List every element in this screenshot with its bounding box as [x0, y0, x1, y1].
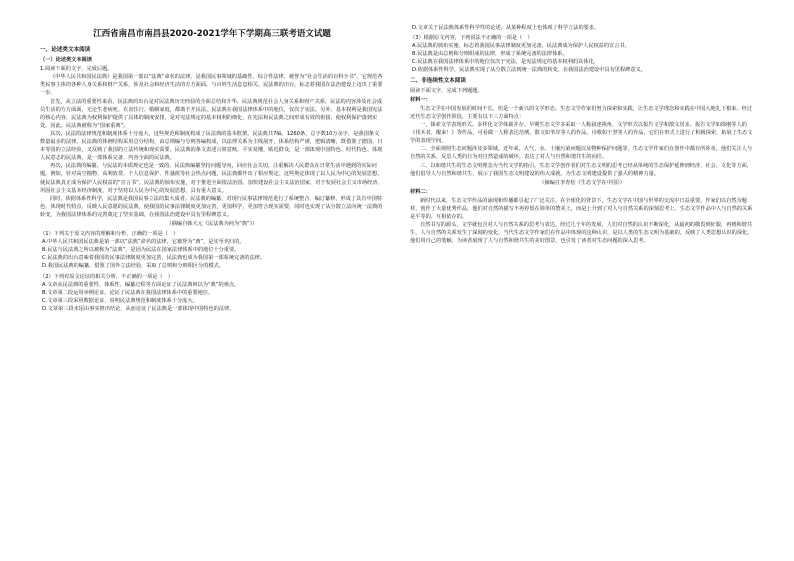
option-a: A.文章从民法典的重要性、体系性、编纂过程等方面论证了民法典何以为“典”的观点。	[42, 281, 240, 288]
right-column	[410, 24, 754, 541]
option-c: C.民法典的出台意味着我国的民事法律制度更加完善，民法典也成为我国第一部系统完备的法律。	[42, 255, 266, 262]
option-d: D.文章第三段末尾由事实推出结论，从而论证了民法典是一部体现中国特色的法律。	[42, 305, 235, 312]
section-heading-1: 一、论述类文本阅读	[40, 47, 91, 53]
option-c: C.民法典在我国法律体系中的地位仅次于宪法，是宪法规定的基本权利的具体化。	[412, 59, 599, 66]
paragraph: 新时代以来，生态文学作品的涌现和传播都引起了广泛关注。在全球化的背景下，生态文学在中国与世界的交流中日益重要。作家们以自然为题材，创作了大量优秀作品，他们对自然的描写不再停留在简单的赞美上，而是上升到了对人与自然关系的深刻思考上。生态文学作品中人与自然的关系是平等的，互相依存的。	[410, 197, 753, 221]
page-title: 江西省南昌市南昌县2020-2021学年下学期高三联考语文试题	[93, 29, 331, 39]
option-a: A.中华人民共和国民法典是第一部以“法典”命名的法律，它被誉为“典”，是实至名归的。	[42, 239, 245, 246]
option-d: D.我国民法典的编纂，借鉴了国外立法经验，采取了总则和分则相区分的模式。	[42, 263, 225, 270]
paragraph: 《中华人民共和国民法典》是我国第一部以“法典”命名的法律，是我国民事领域的基础性、综合性法律，被誉为“社会生活的百科全书”。它规范各类民事主体的各种人身关系和财产关系，涉及社会和经济生活的方方面面，与百姓生活息息相关。民法典的出台，标志着我国在法治建设上迈出了重要一步。	[40, 74, 383, 97]
paragraph: 同时，依据体系性科学，民法典是我国民事立法的集大成者。民法典的编纂，对现行民事法律规范进行了系统整合、编订纂修，形成了具有中国特色、体现时代特点、反映人民意愿的民法典，使我国的民事法律制度更加完善，更加科学，更加符合现实需要，同时也实现了从分散立法向统一法典的转变，为我国法律体系的完善奠定了坚实基础，在我国法治建设中具有里程碑意义。	[40, 195, 383, 218]
subsection-heading: （一）论述类文本阅读	[40, 57, 92, 64]
option-b: B.民法典是由总则和分则组成的法律，形成了系统完备的法律体系。	[412, 51, 568, 58]
paragraph: 自然书写的源头，文学就包含对人与自然关系的思考与表达。经过几千年的发展，人们对自然的认识不断深化，从最初的敬畏到征服，再到和谐共生，人与自然的关系发生了深刻的变化。当代生态文学作家们在作品中体现的这种认识，是以人类的生态文明为基础的，反映了人类思想认识的深化。他们用自己的笔触，为读者展现了人与自然和谐共生的美好图景，也引发了读者对生态问题的深入思考。	[410, 222, 753, 245]
paragraph: 一、探索文学表现形式。多样化文学体裁并存。早期生态文学多采取一人称叙述视角，文学形式以报告文学和散文居多。报告文学如徐刚等人的《伐木者，醒来！》等作品，可看做一人称表达范例。散文如苇岸等人的作品，诗歌如于坚等人的作品，它们在形式上进行了积极探索，拓展了生态文学的表现空间。	[410, 122, 753, 145]
paragraph: 首先，从立法的重要性来看，民法典的出台是对民法典历史经验的全面总结和升华。民法典规范社会人身关系和财产关系，民法的内容涉及社会成员生活的方方面面，无论生老病死、衣食住行、婚姻家庭，都离不开民法。民法典在我国法律体系中的地位，仅次于宪法。另外，基本权利是我国宪法的核心内容，民法典为权利保护提供了具体的制度安排，是对宪法规定的基本权利的细化，在宪法和民法典之间形成有效的衔接，使权利保护落到实处。因此，民法典被称为“国家重典”。	[40, 98, 383, 129]
source-citation: （摘编自韩大元《民法典为何为“典”》）	[166, 220, 258, 227]
reading-intro: 阅读下面文字，完成下列题题。	[410, 87, 483, 94]
paragraph: 二、全面观照生态问题涉及多领域。近年来，大气、水、土壤污染问题以及物种保护问题等，生态文学作家们在创作中都有所涉及。他们关注人与自然的关系，反思人类的行为对自然造成的破坏，表达了对人与自然和谐共生的向往。	[410, 146, 753, 161]
source-citation: （摘编自李青松《生态文学在中国》）	[539, 179, 625, 186]
option-d: D.依据体系性科学，民法典实现了从分散立法到统一法典的转变，在我国法治建设中具有里程碑意义。	[412, 67, 646, 74]
question-2: （2）下列对原文论证的相关分析，不正确的一项是（ ）	[40, 273, 173, 280]
left-column	[40, 24, 384, 541]
option-c: C.文章第三段采用数据论证，说明民法典规范和制度体系十分庞大。	[42, 297, 198, 304]
paragraph: 三、以和谐共生的生态文明理念为当代文学的指引，生态文学创作者们对生态文明的思考已经从单纯的生态保护延伸到经济、社会、文化等方面，他们倡导人与自然和谐共生，展示了我国生态文明建设的伟大成就，为生态文明建设提供了强大的精神力量。	[410, 162, 753, 177]
paragraph: 生态文学在中国发展的时间不长，但是一个新兴的文学形态。生态文学作家们努力探索和实践，让生态文学理念和实践在中国大地扎下根来。经过近代生态文学创作阶段，主要有以下三方面特点：	[410, 105, 753, 120]
option-d-continued: D.文章关于民法典体系性科学性的论述，从某种程度上也体现了科学立法的要求。	[412, 25, 600, 31]
question-3: （3）根据原文内容，下列说法不正确的一项是（ ）	[410, 35, 533, 42]
paragraph: 再次，民法典的编纂，与民法的本质规定也是一致的。民法典编纂坚持问题导向，回应社会关切，注重解决人民群众在日常生活中遇到的实际问题。例如，针对高空抛物、高利放贷、个人信息保护、性骚扰等社会热点问题，民法典都作出了相应规定。这些规定体现了以人民为中心的发展思想，使民法典真正成为保护人民权益的“宣言书”。民法典的颁布实施，对于推进全面依法治国、加快建设社会主义法治国家，对于发展社会主义市场经济、巩固社会主义基本经济制度，对于坚持以人民为中心的发展思想，具有重大意义。	[40, 163, 383, 194]
option-b: B.文章第二段运用举例论证，论证了民法典在我国法律体系中的重要地位。	[42, 289, 214, 296]
reading-intro: 1.阅读下面的文字，完成后题。	[40, 66, 113, 73]
option-a: A.民法典的颁布实施，标志着我国民事法律制度更加完备，民法典成为保护人民权益的宣言书。	[412, 43, 630, 50]
option-b: B.民法与民法典之所以被称为“法典”，是因为民法在国家法律体系中的地位十分重要。	[42, 247, 240, 254]
material-2-label: 材料二：	[410, 188, 431, 195]
material-1-label: 材料一：	[410, 96, 431, 103]
section-heading-2: 二、非连续性文本阅读	[410, 77, 466, 84]
question-1: （1）下列关于原文内容的理解和分析，正确的一项是（ ）	[40, 231, 179, 238]
paragraph: 其次，民法的法律规范和制度体系十分庞大，这些规范和制度构成了民法典的基本框架。民法典共7编、1260条，总字数10万余字，是我国条文数量最多的法律。民法典的体例结构采用总分结构，由总则编与分则各编构成，以法律关系为主线展开，体系结构严谨，逻辑清晰，既借鉴了德国、日本等国的立法经验，又反映了我国的立法传统和现实需要。民法典的条文表述言简意赅，平实易懂，贴近群众，是一部体现中国特色、时代特色、体现人民意志的民法典，是一部体系完备、内容全面的民法典。	[40, 130, 383, 162]
